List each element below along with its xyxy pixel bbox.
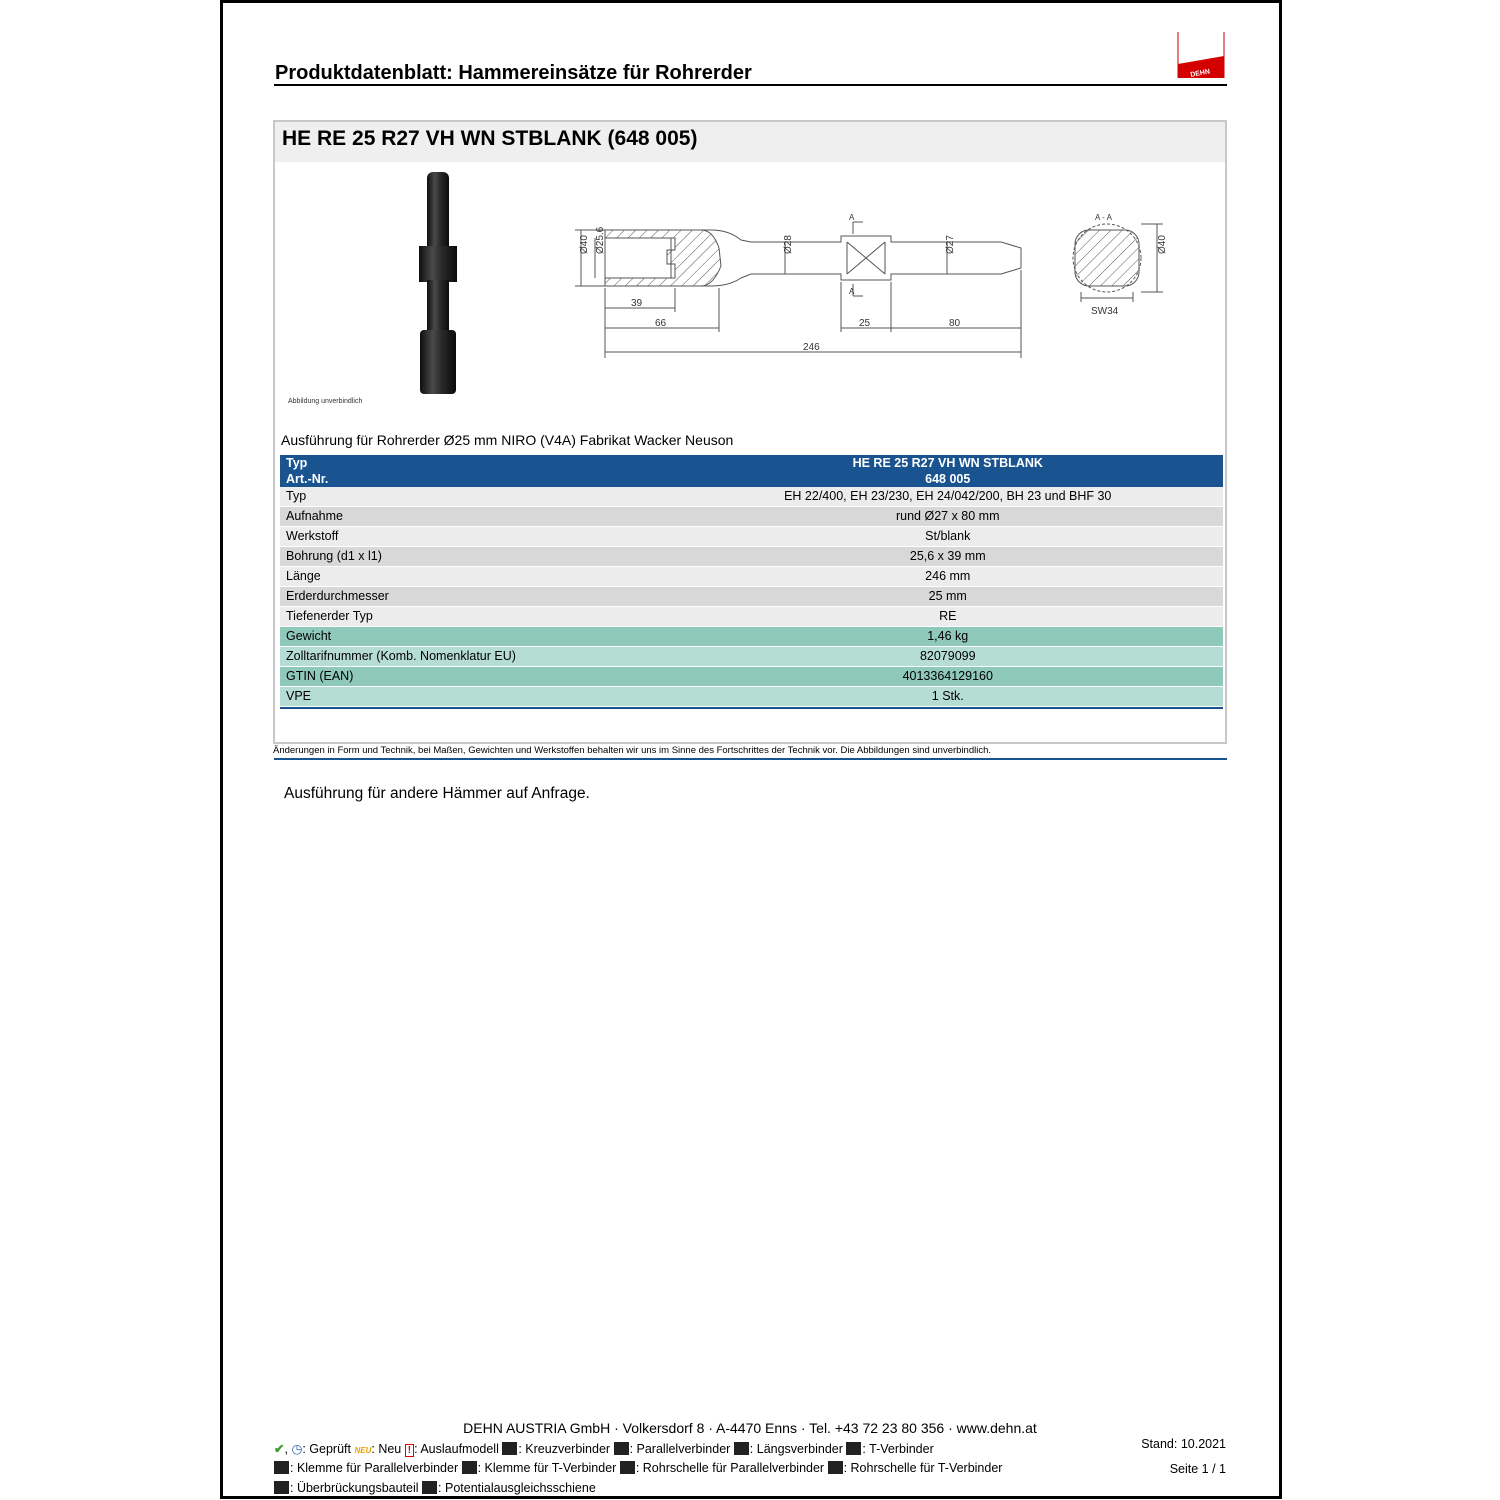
table-row — [280, 587, 1223, 607]
dim-d40-right: Ø40 — [1157, 235, 1168, 254]
header-divider — [274, 84, 1227, 86]
t-connector-icon — [846, 1442, 861, 1455]
header-value: 648 005 — [673, 471, 1224, 487]
technical-drawing — [579, 208, 1221, 358]
table-row — [280, 507, 1223, 527]
table-row — [280, 667, 1223, 687]
dim-246: 246 — [803, 342, 820, 353]
legend-ueberbrueck: : Überbrückungsbauteil — [290, 1481, 419, 1495]
note-text: Ausführung für andere Hämmer auf Anfrage. — [284, 785, 590, 802]
product-title-bar — [275, 122, 1225, 162]
product-card — [273, 120, 1227, 744]
cross-connector-icon — [502, 1442, 517, 1455]
product-subtitle: Ausführung für Rohrerder Ø25 mm NIRO (V4A) Fabrikat Wacker Neuson — [281, 432, 734, 448]
table-row — [280, 487, 1223, 507]
row-value: EH 22/400, EH 23/230, EH 24/042/200, BH 23 und BHF 30 — [673, 487, 1224, 507]
pipe-clamp-t-icon — [828, 1461, 843, 1474]
row-label: GTIN (EAN) — [280, 667, 673, 687]
table-bottom-rule — [280, 707, 1223, 709]
dim-d40-left: Ø40 — [579, 235, 590, 254]
equipotential-bar-icon — [422, 1481, 437, 1494]
table-row — [280, 627, 1223, 647]
dim-66: 66 — [655, 318, 667, 329]
dehn-logo — [1176, 32, 1226, 78]
legend-auslauf: : Auslaufmodell — [414, 1442, 499, 1456]
row-value: 82079099 — [673, 647, 1224, 667]
table-row — [280, 567, 1223, 587]
pipe-clamp-parallel-icon — [620, 1461, 635, 1474]
legend-rohr-parallel: : Rohrschelle für Parallelverbinder — [635, 1461, 825, 1475]
dim-d27: Ø27 — [945, 235, 956, 254]
table-row — [280, 607, 1223, 627]
row-label: Typ — [280, 487, 673, 507]
header-label: Typ — [280, 455, 673, 471]
legend-laengs: : Längsverbinder — [749, 1442, 843, 1456]
footer-company: DEHN AUSTRIA GmbH · Volkersdorf 8 · A-4470 Enns · Tel. +43 72 23 80 356 · www.dehn.at — [463, 1420, 1037, 1436]
parallel-clamp-icon — [274, 1461, 289, 1474]
clock-icon: ◷ — [291, 1442, 303, 1456]
photo-caption: Abbildung unverbindlich — [288, 398, 363, 405]
table-header-row — [280, 455, 1223, 471]
header-value: HE RE 25 R27 VH WN STBLANK — [673, 455, 1224, 471]
table-row — [280, 647, 1223, 667]
legend-line-1: ✔, ◷: Geprüft NEU: Neu ! : Auslaufmodell : Kreuzverbinder : Parallelverbinder : Längsverbinder : T-Verbinder — [274, 1442, 934, 1456]
row-label: VPE — [280, 687, 673, 707]
legend-line-3 — [274, 1481, 596, 1495]
longitudinal-connector-icon — [734, 1442, 749, 1455]
section-marker-bottom: A — [849, 287, 855, 296]
legend-line-2 — [274, 1461, 1002, 1475]
legend-neu: : Neu — [371, 1442, 402, 1456]
dim-d28: Ø28 — [783, 235, 794, 254]
legend-parallel: : Parallelverbinder — [629, 1442, 731, 1456]
row-value: 1,46 kg — [673, 627, 1224, 647]
row-label: Aufnahme — [280, 507, 673, 527]
header-label: Art.-Nr. — [280, 471, 673, 487]
bridging-component-icon — [274, 1481, 289, 1494]
svg-text:DEHN: DEHN — [1189, 68, 1211, 79]
parallel-connector-icon — [614, 1442, 629, 1455]
legend-klemme-t: : Klemme für T-Verbinder — [477, 1461, 617, 1475]
row-label: Zolltarifnummer (Komb. Nomenklatur EU) — [280, 647, 673, 667]
row-label: Tiefenerder Typ — [280, 607, 673, 627]
dim-80: 80 — [949, 318, 961, 329]
disclaimer: Änderungen in Form und Technik, bei Maßen, Gewichten und Werkstoffen behalten wir uns im Sinne des Fortschrittes der Technik vor. Die Abbildungen sind unverbindlich. — [273, 745, 992, 756]
legend-t: : T-Verbinder — [862, 1442, 934, 1456]
revision-date: Stand: 10.2021 — [1141, 1437, 1226, 1451]
legend-potential: : Potentialausgleichsschiene — [438, 1481, 596, 1495]
new-badge-icon: NEU — [354, 1446, 372, 1455]
page-title: Produktdatenblatt: Hammereinsätze für Rohrerder — [275, 62, 752, 84]
row-value: 246 mm — [673, 567, 1224, 587]
row-label: Gewicht — [280, 627, 673, 647]
row-value: 1 Stk. — [673, 687, 1224, 707]
product-photo — [415, 168, 465, 398]
section-marker-top: A — [849, 213, 855, 222]
legend-rohr-t: : Rohrschelle für T-Verbinder — [843, 1461, 1003, 1475]
row-value: rund Ø27 x 80 mm — [673, 507, 1224, 527]
row-value: St/blank — [673, 527, 1224, 547]
dim-39: 39 — [631, 298, 643, 309]
legend-klemme-parallel: : Klemme für Parallelverbinder — [290, 1461, 459, 1475]
row-value: RE — [673, 607, 1224, 627]
row-label: Erderdurchmesser — [280, 587, 673, 607]
row-value: 25 mm — [673, 587, 1224, 607]
disclaimer-divider — [274, 758, 1227, 760]
discontinued-icon: ! — [405, 1444, 414, 1457]
t-clamp-icon — [462, 1461, 477, 1474]
dim-25: 25 — [859, 318, 871, 329]
row-label: Werkstoff — [280, 527, 673, 547]
check-icon: ✔ — [274, 1442, 285, 1456]
legend-kreuz: : Kreuzverbinder — [518, 1442, 611, 1456]
row-value: 4013364129160 — [673, 667, 1224, 687]
table-header-row — [280, 471, 1223, 487]
table-row — [280, 527, 1223, 547]
row-value: 25,6 x 39 mm — [673, 547, 1224, 567]
dim-sw34: SW34 — [1091, 306, 1119, 317]
legend-geprueft: : Geprüft — [302, 1442, 351, 1456]
dim-d25-6: Ø25.6 — [595, 226, 606, 254]
table-row — [280, 687, 1223, 707]
section-aa-label: A - A — [1095, 213, 1112, 222]
page-number: Seite 1 / 1 — [1169, 1462, 1226, 1476]
row-label: Bohrung (d1 x l1) — [280, 547, 673, 567]
spec-table — [280, 455, 1223, 707]
table-row — [280, 547, 1223, 567]
product-title: HE RE 25 R27 VH WN STBLANK (648 005) — [282, 127, 698, 150]
row-label: Länge — [280, 567, 673, 587]
